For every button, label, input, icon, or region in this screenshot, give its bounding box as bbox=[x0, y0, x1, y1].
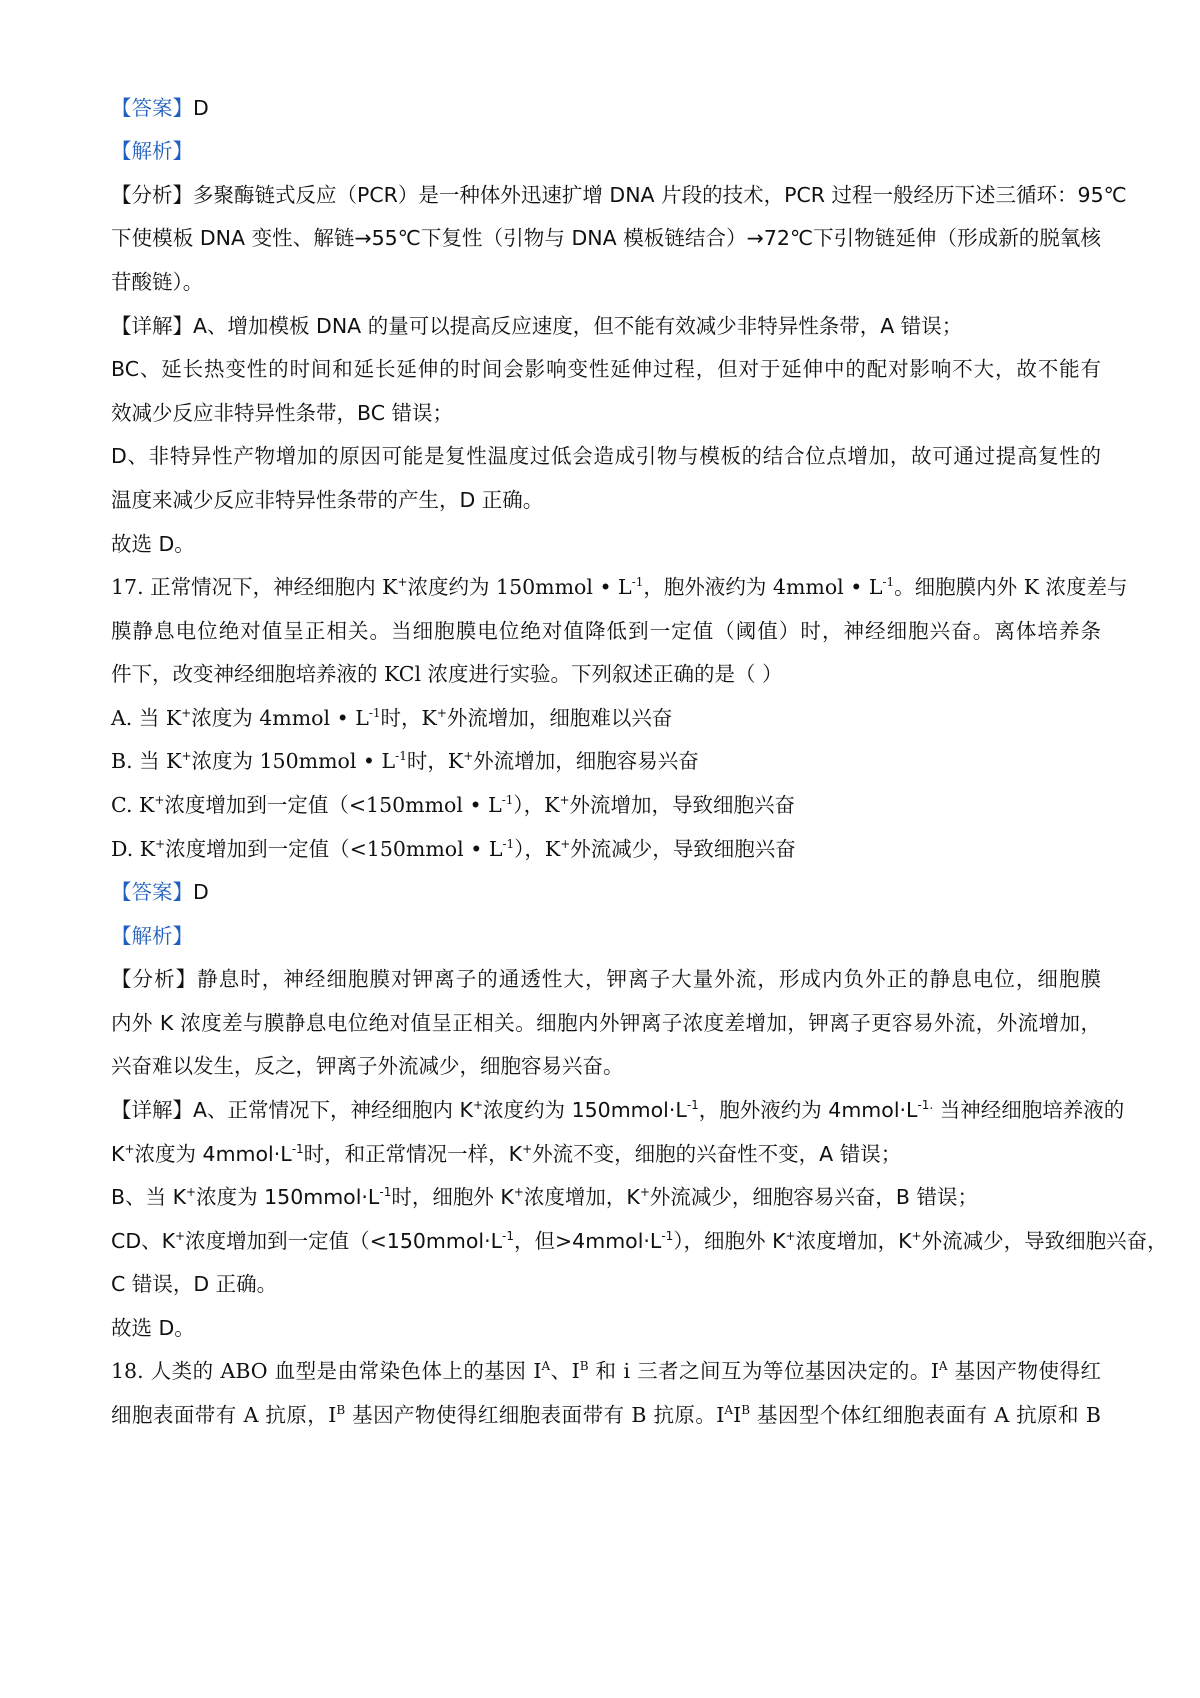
conclusion-line: 故选 D。 bbox=[111, 1316, 195, 1340]
answer-line bbox=[111, 93, 1101, 123]
answer-line bbox=[111, 877, 1101, 907]
answer-value: D bbox=[193, 96, 209, 120]
question-17-stem: 件下，改变神经细胞培养液的 KCl 浓度进行实验。下列叙述正确的是（ ） bbox=[111, 662, 783, 686]
question-17-stem: 膜静息电位绝对值呈正相关。当细胞膜电位绝对值降低到一定值（阈值）时，神经细胞兴奋。离体培养条 bbox=[111, 619, 1101, 643]
option-b: B. 当 K+浓度为 150mmol • $L^{-1}$时，K+外流增加，细胞容易兴奋 bbox=[111, 749, 699, 773]
detail-text-line: B、当 K+浓度为 $150mmol\cdot L^{-1}$时，细胞外 K+浓度增加，K+外流减少，细胞容易兴奋，B 错误； bbox=[111, 1185, 978, 1209]
detail-text-line: BC、延长热变性的时间和延长延伸的时间会影响变性延伸过程，但对于延伸中的配对影响不大，故不能有 bbox=[111, 357, 1101, 381]
analysis-text-line: 【分析】多聚酶链式反应（PCR）是一种体外迅速扩增 DNA 片段的技术，PCR 过程一般经历下述三循环：95℃ bbox=[111, 183, 1127, 207]
analysis-text-line: 下使模板 DNA 变性、解链→55℃下复性（引物与 DNA 模板链结合）→72℃下引物链延伸（形成新的脱氧核 bbox=[111, 226, 1101, 250]
analysis-text-line: 【分析】静息时，神经细胞膜对钾离子的通透性大，钾离子大量外流，形成内负外正的静息电位，细胞膜 bbox=[111, 967, 1101, 991]
detail-text-line: 【详解】A、正常情况下，神经细胞内 K+浓度约为 $150mmol\cdot L^{-1}$，胞外液约为 $4mmol\cdot L^{-1.}$ 当神经细胞培养液的 bbox=[111, 1098, 1125, 1122]
question-17-stem: 17. 正常情况下，神经细胞内 K+浓度约为 150mmol • $L^{-1}$，胞外液约为 4mmol • $L^{-1}$。细胞膜内外 K 浓度差与 bbox=[111, 575, 1128, 599]
analysis-text-line: 内外 K 浓度差与膜静息电位绝对值呈正相关。细胞内外钾离子浓度差增加，钾离子更容易外流，外流增加， bbox=[111, 1011, 1101, 1035]
analysis-tag: 【解析】 bbox=[111, 139, 193, 163]
analysis-text-line: 兴奋难以发生，反之，钾离子外流减少，细胞容易兴奋。 bbox=[111, 1054, 624, 1078]
option-c: C. K+浓度增加到一定值（<150mmol • $L^{-1}$），K+外流增加，导致细胞兴奋 bbox=[111, 793, 796, 817]
answer-tag: 【答案】 bbox=[111, 96, 193, 120]
question-18-stem: 细胞表面带有 A 抗原，$I^B$ 基因产物使得红细胞表面带有 B 抗原。$I^AI^B$ 基因型个体红细胞表面有 A 抗原和 B bbox=[111, 1403, 1102, 1427]
detail-text-line: 效减少反应非特异性条带，BC 错误； bbox=[111, 401, 454, 425]
detail-text-line: CD、K+浓度增加到一定值（$<150mmol\cdot L^{-1}$，但$>4mmol\cdot L^{-1}$），细胞外 K+浓度增加，K+外流减少，导致细胞兴奋， bbox=[111, 1229, 1168, 1253]
detail-text-line: D、非特异性产物增加的原因可能是复性温度过低会造成引物与模板的结合位点增加，故可通过提高复性的 bbox=[111, 444, 1101, 468]
option-d: D. K+浓度增加到一定值（<150mmol • $L^{-1}$），K+外流减少，导致细胞兴奋 bbox=[111, 837, 796, 861]
answer-value: D bbox=[193, 880, 209, 904]
detail-text-line: C 错误，D 正确。 bbox=[111, 1272, 278, 1296]
detail-text-line: 温度来减少反应非特异性条带的产生，D 正确。 bbox=[111, 488, 544, 512]
conclusion-line: 故选 D。 bbox=[111, 532, 195, 556]
detail-text-line: K+浓度为 $4mmol\cdot L^{-1}$时，和正常情况一样，K+外流不变，细胞的兴奋性不变，A 错误； bbox=[111, 1142, 902, 1166]
analysis-tag: 【解析】 bbox=[111, 924, 193, 948]
option-a: A. 当 K+浓度为 4mmol • $L^{-1}$时，K+外流增加，细胞难以兴奋 bbox=[111, 706, 673, 730]
detail-text-line: 【详解】A、增加模板 DNA 的量可以提高反应速度，但不能有效减少非特异性条带，A 错误； bbox=[111, 314, 963, 338]
analysis-text-line: 苷酸链）。 bbox=[111, 270, 204, 294]
question-18-stem: 18. 人类的 ABO 血型是由常染色体上的基因 $I^A$、$I^B$ 和 i 三者之间互为等位基因决定的。$I^A$ 基因产物使得红 bbox=[111, 1359, 1101, 1383]
answer-tag: 【答案】 bbox=[111, 880, 193, 904]
